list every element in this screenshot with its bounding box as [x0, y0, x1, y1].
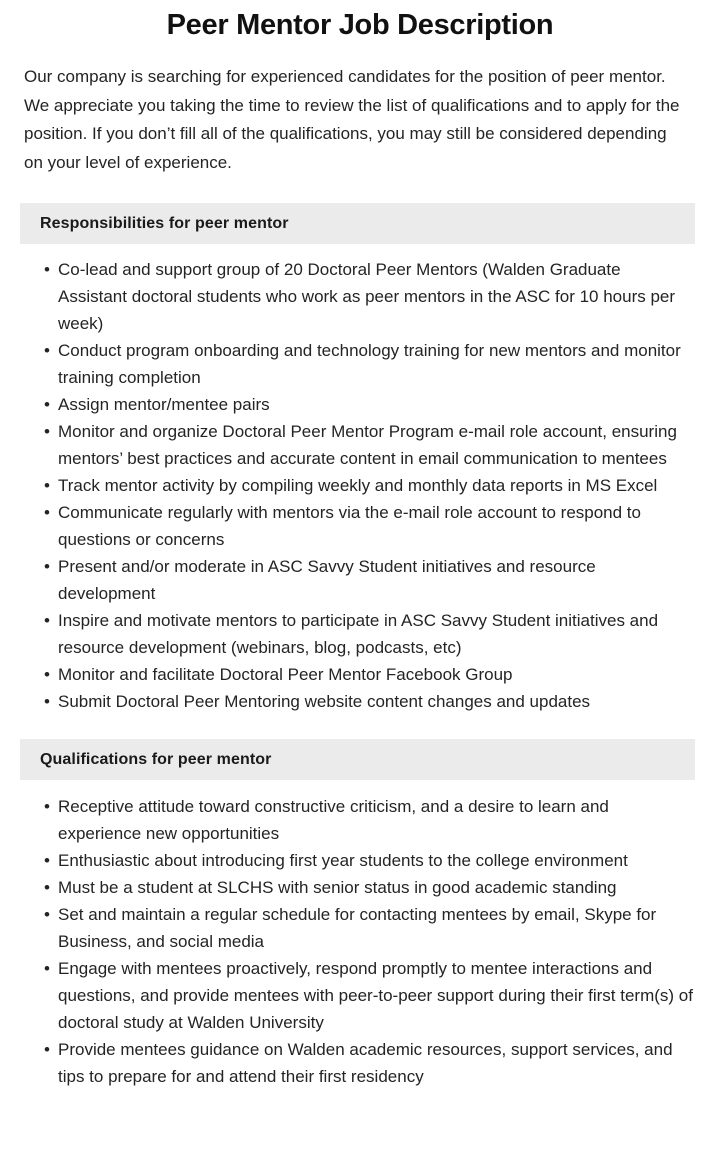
- qualifications-list: [0, 793, 720, 1090]
- list-item: • Communicate regularly with mentors via the e-mail role account to respond to questions or concerns: [58, 499, 686, 553]
- list-item: • Present and/or moderate in ASC Savvy Student initiatives and resource development: [58, 553, 686, 607]
- list-item: • Must be a student at SLCHS with senior status in good academic standing: [58, 874, 694, 901]
- responsibilities-list: [0, 256, 720, 715]
- list-item: • Co-lead and support group of 20 Doctoral Peer Mentors (Walden Graduate Assistant doctoral students who work as peer mentors in the ASC for 10 hours per week): [58, 256, 686, 337]
- intro-paragraph: Our company is searching for experienced candidates for the position of peer mentor. We appreciate you taking the time to review the list of qualifications and to apply for the position. If you don’t fill all of the qualifications, you may still be considered depending on your level of experience.: [24, 67, 680, 172]
- section-responsibilities: [0, 203, 720, 715]
- list-item: • Inspire and motivate mentors to participate in ASC Savvy Student initiatives and resource development (webinars, blog, podcasts, etc): [58, 607, 686, 661]
- list-item: • Track mentor activity by compiling weekly and monthly data reports in MS Excel: [58, 472, 686, 499]
- list-item: • Provide mentees guidance on Walden academic resources, support services, and tips to prepare for and attend their first residency: [58, 1036, 694, 1090]
- list-item: • Receptive attitude toward constructive criticism, and a desire to learn and experience new opportunities: [58, 793, 694, 847]
- section-heading-label: Responsibilities for peer mentor: [40, 215, 289, 232]
- page-title: Peer Mentor Job Description: [166, 9, 554, 41]
- list-item: • Monitor and organize Doctoral Peer Mentor Program e-mail role account, ensuring mentors’ best practices and accurate content in email communication to mentees: [58, 418, 686, 472]
- section-header-qualifications: [20, 739, 695, 780]
- list-item: • Submit Doctoral Peer Mentoring website content changes and updates: [58, 688, 686, 715]
- section-qualifications: [0, 739, 720, 1090]
- list-item: • Conduct program onboarding and technology training for new mentors and monitor training completion: [58, 337, 686, 391]
- list-item: • Assign mentor/mentee pairs: [58, 391, 686, 418]
- list-item: • Set and maintain a regular schedule for contacting mentees by email, Skype for Business, and social media: [58, 901, 694, 955]
- list-item: • Enthusiastic about introducing first year students to the college environment: [58, 847, 694, 874]
- list-item: • Monitor and facilitate Doctoral Peer Mentor Facebook Group: [58, 661, 686, 688]
- section-header-responsibilities: [20, 203, 695, 244]
- section-heading-label: Qualifications for peer mentor: [40, 751, 272, 768]
- list-item: • Engage with mentees proactively, respond promptly to mentee interactions and questions, and provide mentees with peer-to-peer support during their first term(s) of doctoral study at Walden University: [58, 955, 694, 1036]
